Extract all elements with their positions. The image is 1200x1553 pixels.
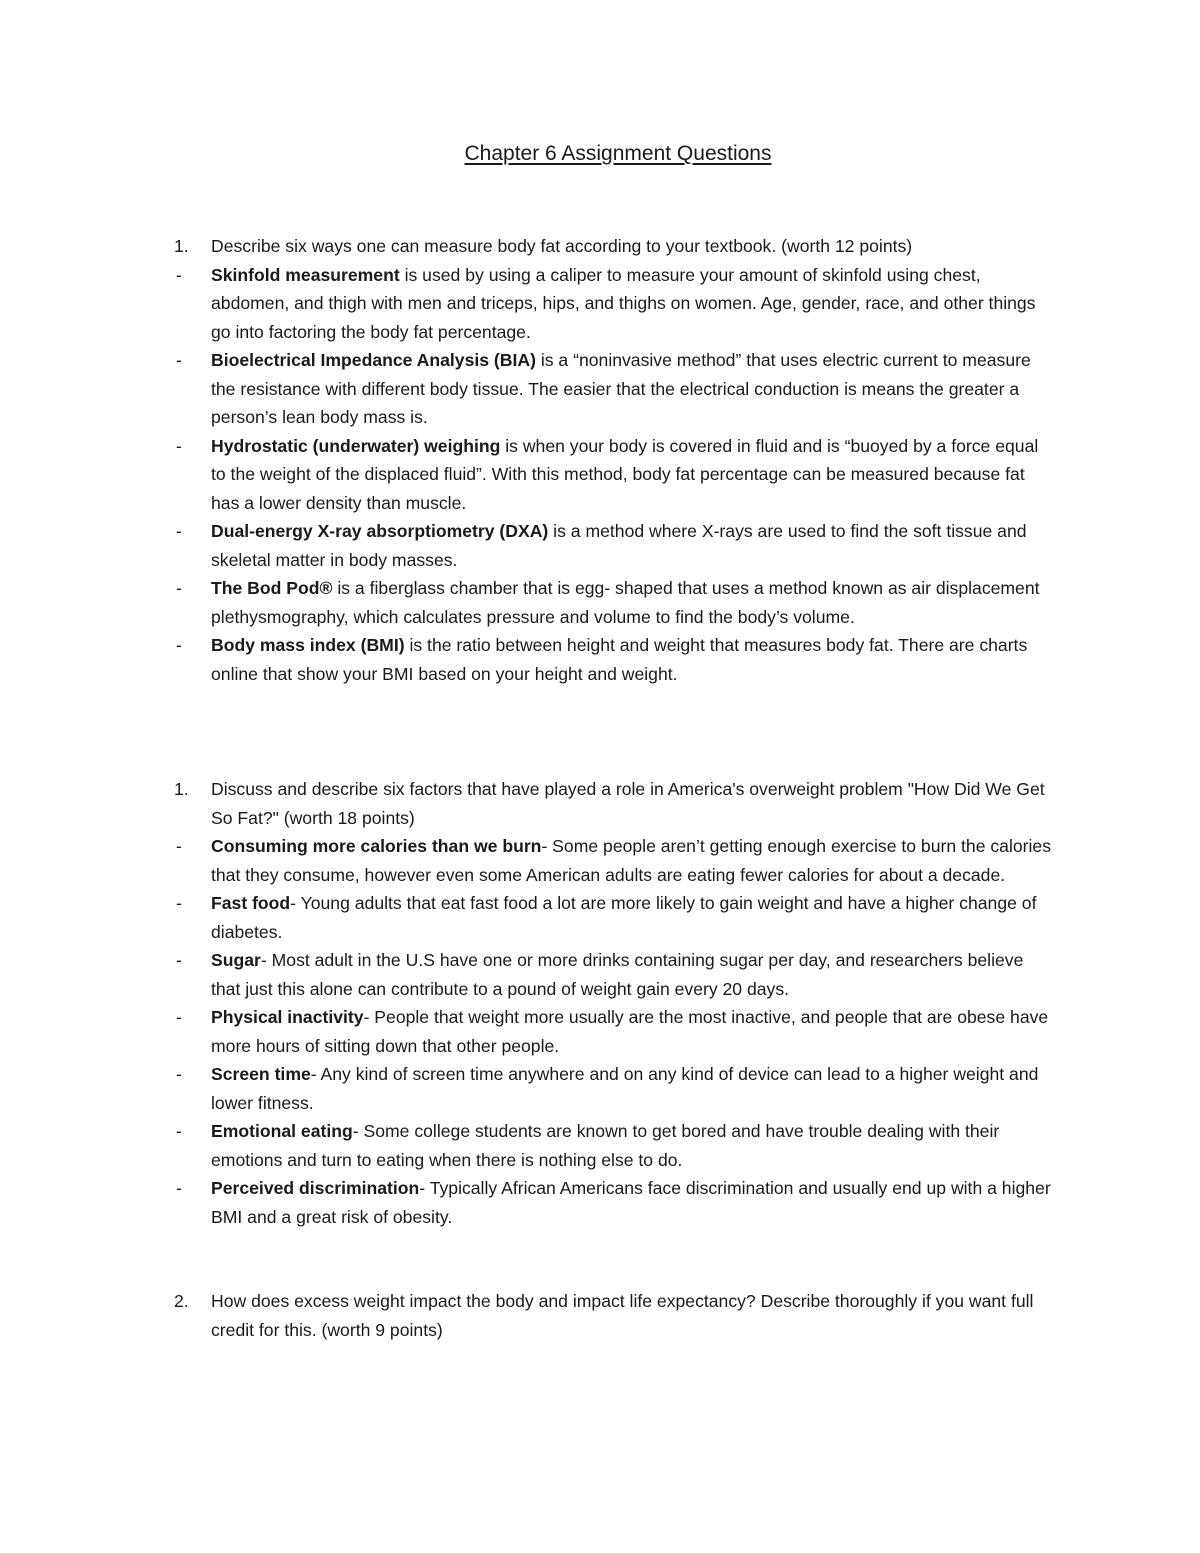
question-text: Describe six ways one can measure body fat according to your textbook. (worth 12 points) [211,236,913,256]
question-3 [174,1287,1054,1344]
answer-text: - Some college students are known to get bored and have trouble dealing with their emotions and turn to eating when there is nothing else to do. [211,1121,1000,1170]
dash-marker: - [176,1064,182,1084]
answer-item [174,574,1054,631]
dash-marker: - [176,836,182,856]
question-text: Discuss and describe six factors that have played a role in America's overweight problem "How Did We Get So Fat?" (worth 18 points) [211,779,1045,828]
answer-item [174,432,1054,518]
dash-marker: - [176,578,182,598]
question-section-2 [174,775,1054,1231]
dash-marker: - [176,350,182,370]
answer-term: Screen time [211,1064,311,1084]
dash-marker: - [176,635,182,655]
dash-marker: - [176,435,182,456]
dash-marker: - [176,264,182,285]
dash-marker: - [176,1121,182,1141]
answer-item [174,1117,1054,1174]
answer-text: - Typically African Americans face discrimination and usually end up with a higher BMI and a great risk of obesity. [211,1178,1051,1227]
answer-item [174,1060,1054,1117]
answer-item [174,631,1054,688]
answer-item [174,889,1054,946]
answer-term: Dual-energy X-ray absorptiometry (DXA) [211,521,549,541]
answer-text: is used by using a caliper to measure your amount of skinfold using chest, abdomen, and thigh with men and triceps, hips, and thighs on women. Age, gender, race, and other things go into factoring the body fat percentage. [211,264,1036,342]
answer-term: Skinfold measurement [211,264,400,285]
question-section-1 [174,232,1054,688]
question-section-3 [174,1287,1054,1344]
answer-term: Body mass index (BMI) [211,635,405,655]
answer-item [174,261,1054,347]
answer-text: - Some people aren’t getting enough exercise to burn the calories that they consume, however even some American adults are eating fewer calories for about a decade. [211,836,1051,885]
question-1 [174,232,1054,261]
dash-marker: - [176,1007,182,1027]
answer-item [174,946,1054,1003]
dash-marker: - [176,1178,182,1198]
answer-term: The Bod Pod® [211,578,333,598]
answer-text: is the ratio between height and weight that measures body fat. There are charts online that show your BMI based on your height and weight. [211,635,1028,684]
question-number: 2. [174,1291,189,1311]
question-number: 1. [174,236,189,256]
answer-term: Physical inactivity [211,1007,364,1027]
answer-item [174,1174,1054,1231]
answer-text: is a “noninvasive method” that uses electric current to measure the resistance with different body tissue. The easier that the electrical conduction is means the greater a person’s lean body mass is. [211,350,1031,427]
answer-term: Hydrostatic (underwater) weighing [211,435,501,456]
answer-text: - Any kind of screen time anywhere and on any kind of device can lead to a higher weight and lower fitness. [211,1064,1039,1113]
answer-item [174,1003,1054,1060]
answer-term: Sugar [211,950,261,970]
question-2 [174,775,1054,832]
answer-text: - People that weight more usually are the most inactive, and people that are obese have more hours of sitting down that other people. [211,1007,1049,1056]
answer-item [174,346,1054,432]
question-text: How does excess weight impact the body and impact life expectancy? Describe thoroughly if you want full credit for this. (worth 9 points) [211,1291,1034,1340]
dash-marker: - [176,521,182,541]
answer-text: - Most adult in the U.S have one or more drinks containing sugar per day, and researchers believe that just this alone can contribute to a pound of weight gain every 20 days. [211,950,1024,999]
answer-item [174,517,1054,574]
answer-term: Consuming more calories than we burn [211,836,542,856]
answer-text: - Young adults that eat fast food a lot are more likely to gain weight and have a higher change of diabetes. [211,893,1037,942]
answer-text: is a method where X-rays are used to find the soft tissue and skeletal matter in body masses. [211,521,1027,570]
answer-text: is when your body is covered in fluid and is “buoyed by a force equal to the weight of the displaced fluid”. With this method, body fat percentage can be measured because fat has a lower density than muscle. [211,435,1039,513]
document-title: Chapter 6 Assignment Questions [464,142,772,165]
answer-term: Emotional eating [211,1121,353,1141]
answer-term: Fast food [211,893,291,913]
answer-term: Bioelectrical Impedance Analysis (BIA) [211,350,536,370]
dash-marker: - [176,893,182,913]
answer-term: Perceived discrimination [211,1178,420,1198]
dash-marker: - [176,950,182,970]
question-number: 1. [174,779,189,799]
answer-item [174,832,1054,889]
answer-text: is a fiberglass chamber that is egg- shaped that uses a method known as air displacement plethysmography, which calculates pressure and volume to find the body’s volume. [211,578,1040,627]
